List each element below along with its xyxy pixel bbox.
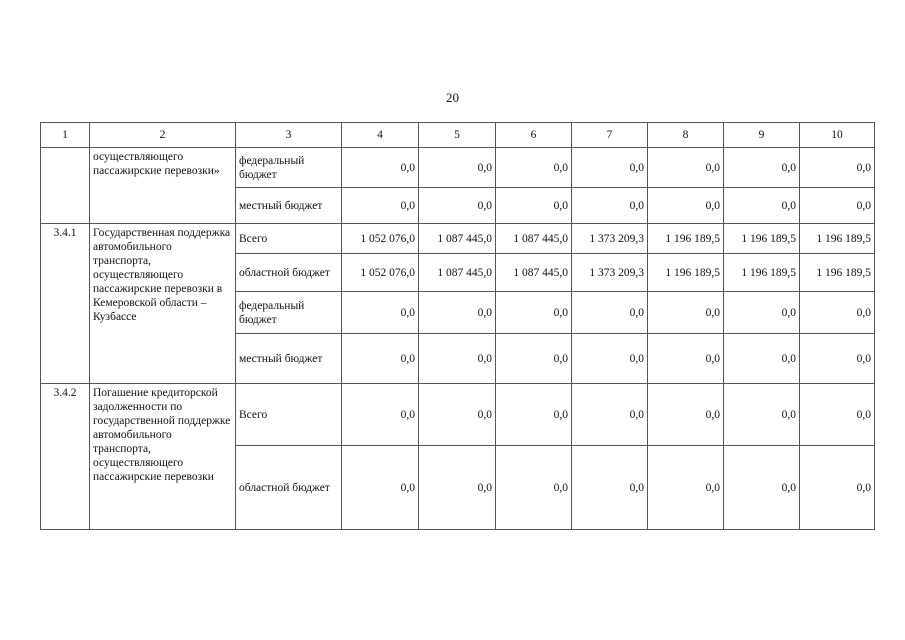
table-cell: 0,0 <box>419 148 496 188</box>
table-cell: 0,0 <box>419 334 496 384</box>
table-cell: 0,0 <box>342 334 419 384</box>
row-name: Государственная поддержка автомобильного транспорта, осуществляющего пассажирские перевозки в Кемеровской области – Кузбассе <box>90 224 236 384</box>
table-cell: 0,0 <box>496 292 572 334</box>
column-header: 7 <box>572 123 648 148</box>
table-cell: 1 373 209,3 <box>572 224 648 254</box>
header-row <box>41 123 875 148</box>
table-cell: 0,0 <box>342 148 419 188</box>
funding-source: федеральный бюджет <box>236 148 342 188</box>
table-cell: 0,0 <box>648 292 724 334</box>
table-cell: 0,0 <box>572 292 648 334</box>
row-name: Погашение кредиторской задолженности по государственной поддержке автомобильного транспорта, осуществляющего пассажирские перевозки <box>90 384 236 530</box>
table-row <box>41 384 875 446</box>
table-cell: 0,0 <box>419 292 496 334</box>
table-cell: 1 087 445,0 <box>496 254 572 292</box>
row-name: осуществляющего пассажирские перевозки» <box>90 148 236 224</box>
funding-source: Всего <box>236 384 342 446</box>
row-code: 3.4.2 <box>41 384 90 530</box>
funding-source: местный бюджет <box>236 334 342 384</box>
funding-source: областной бюджет <box>236 254 342 292</box>
column-header: 8 <box>648 123 724 148</box>
table-cell: 0,0 <box>419 384 496 446</box>
table-cell: 0,0 <box>724 188 800 224</box>
table-row <box>41 224 875 254</box>
table-cell: 0,0 <box>342 384 419 446</box>
table-cell: 0,0 <box>648 148 724 188</box>
column-header: 1 <box>41 123 90 148</box>
table-cell: 0,0 <box>648 188 724 224</box>
table-cell: 0,0 <box>419 188 496 224</box>
funding-source: областной бюджет <box>236 446 342 530</box>
table-row <box>41 148 875 188</box>
table-cell: 1 196 189,5 <box>724 254 800 292</box>
column-header: 3 <box>236 123 342 148</box>
column-header: 6 <box>496 123 572 148</box>
table-cell: 0,0 <box>572 446 648 530</box>
table-cell: 0,0 <box>800 292 875 334</box>
table-cell: 0,0 <box>496 148 572 188</box>
table-cell: 1 196 189,5 <box>724 224 800 254</box>
table-cell: 0,0 <box>496 446 572 530</box>
table-cell: 0,0 <box>800 148 875 188</box>
table-cell: 0,0 <box>419 446 496 530</box>
table-cell: 1 196 189,5 <box>648 254 724 292</box>
column-header: 5 <box>419 123 496 148</box>
budget-table <box>40 122 875 530</box>
table-cell: 1 196 189,5 <box>800 254 875 292</box>
row-code <box>41 148 90 224</box>
table-cell: 1 052 076,0 <box>342 254 419 292</box>
table-cell: 0,0 <box>800 334 875 384</box>
table-cell: 1 373 209,3 <box>572 254 648 292</box>
table-cell: 0,0 <box>648 446 724 530</box>
table-cell: 0,0 <box>648 384 724 446</box>
table-cell: 0,0 <box>724 384 800 446</box>
table-cell: 0,0 <box>572 188 648 224</box>
table-cell: 0,0 <box>496 188 572 224</box>
table-cell: 1 196 189,5 <box>800 224 875 254</box>
table-cell: 0,0 <box>800 446 875 530</box>
table-cell: 0,0 <box>342 446 419 530</box>
funding-source: Всего <box>236 224 342 254</box>
table-cell: 0,0 <box>724 334 800 384</box>
table-cell: 0,0 <box>724 292 800 334</box>
table-cell: 0,0 <box>648 334 724 384</box>
table-cell: 0,0 <box>342 188 419 224</box>
table-cell: 0,0 <box>572 148 648 188</box>
column-header: 2 <box>90 123 236 148</box>
table-cell: 1 087 445,0 <box>496 224 572 254</box>
column-header: 4 <box>342 123 419 148</box>
column-header: 9 <box>724 123 800 148</box>
table-cell: 0,0 <box>800 384 875 446</box>
table-cell: 1 087 445,0 <box>419 254 496 292</box>
funding-source: местный бюджет <box>236 188 342 224</box>
table-cell: 0,0 <box>572 334 648 384</box>
table-cell: 0,0 <box>800 188 875 224</box>
table-cell: 0,0 <box>342 292 419 334</box>
table-cell: 0,0 <box>496 384 572 446</box>
column-header: 10 <box>800 123 875 148</box>
funding-source: федеральный бюджет <box>236 292 342 334</box>
table-cell: 1 196 189,5 <box>648 224 724 254</box>
table-cell: 0,0 <box>496 334 572 384</box>
table-cell: 0,0 <box>572 384 648 446</box>
table-cell: 0,0 <box>724 148 800 188</box>
page-number: 20 <box>446 90 459 105</box>
table-cell: 0,0 <box>724 446 800 530</box>
table-cell: 1 087 445,0 <box>419 224 496 254</box>
table-cell: 1 052 076,0 <box>342 224 419 254</box>
row-code: 3.4.1 <box>41 224 90 384</box>
